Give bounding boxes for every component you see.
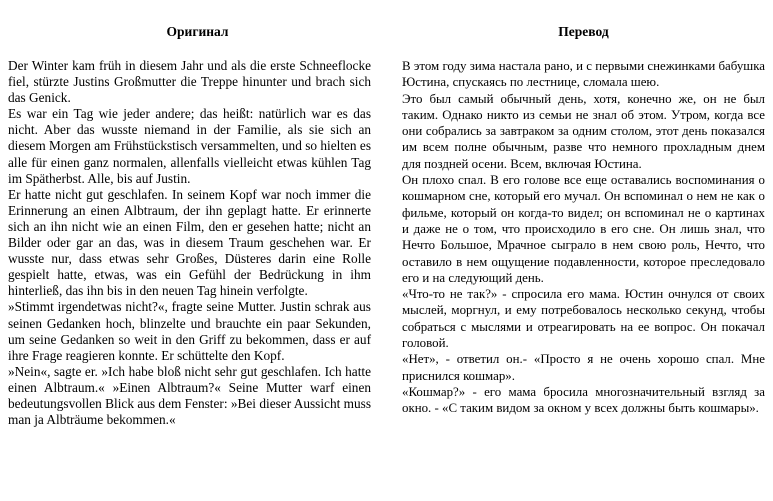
translation-paragraph: «Нет», - ответил он.- «Просто я не очень хорошо спал. Мне приснился кошмар». <box>402 352 765 383</box>
original-paragraph: »Nein«, sagte er. »Ich habe bloß nicht sehr gut geschlafen. Ich hatte einen Albtraum.« »Einen Albtraum?« Seine Mutter warf einen bedeutungsvollen Blick aus dem Fenster: »Bei dieser Aussicht muss man ja Albträume bekommen.« <box>8 363 371 428</box>
original-column <box>8 0 371 428</box>
translation-paragraph: Он плохо спал. В его голове все еще оставались воспоминания о кошмарном сне, который его мучал. Он вспоминал о нем не как о фильме, который он когда-то видел; он вспоминал не о картинах и даже не о том, что происходило в его сне. Он лишь знал, что Нечто Большое, Мрачное сыграло в нем свою роль, Нечто, что оставило в нем ощущение подавленности, которое преследовало его и на следующий день. <box>402 173 765 285</box>
translation-title: Перевод <box>558 24 609 39</box>
translation-paragraph: Это был самый обычный день, хотя, конечно же, он не был таким. Однако никто из семьи не знал об этом. Утром, когда все они собрались за завтраком за одним столом, этот день показался им всем полне обычным, разве что немного прохладным днем для поздней осени. Всем, включая Юстина. <box>402 91 765 171</box>
original-title: Oригинал <box>166 24 229 39</box>
original-paragraph: »Stimmt irgendetwas nicht?«, fragte seine Mutter. Justin schrak aus seinen Gedanken hoch, blinzelte und brauchte ein paar Sekunden, um seine Gedanken so weit in den Griff zu bekommen, dass er auf ihre Frage reagieren konnte. Er schüttelte den Kopf. <box>8 299 371 363</box>
translation-paragraph: В этом году зима настала рано, и с первыми снежинками бабушка Юстина, спускаясь по лестнице, сломала шею. <box>402 59 765 90</box>
translation-paragraph: «Кошмар?» - его мама бросила многозначительный взгляд за окно. - «С таким видом за окном у всех должны быть кошмары». <box>402 384 765 416</box>
translation-column <box>402 0 765 417</box>
original-paragraph: Er hatte nicht gut geschlafen. In seinem Kopf war noch immer die Erinnerung an einen Albtraum, der ihn geplagt hatte. Er erinnerte sich an ihn nicht wie an einen Film, den er gesehen hatte; nicht an Bilder oder gar an das, was in diesem Traum geschehen war. Er wusste nur, dass etwas sehr Großes, Düsteres darin eine Rolle gespielt hatte, etwas, was ein Gefühl der Bedrückung in ihm hinterließ, das ihn bis in den neuen Tag hinein verfolgte. <box>8 186 371 299</box>
original-paragraph: Es war ein Tag wie jeder andere; das heißt: natürlich war es das nicht. Aber das wusste niemand in der Familie, als sie sich an diesem Morgen am Frühstückstisch versammelten, und so hielten es alle für einen ganz normalen, allenfalls vielleicht etwas kühlen Tag im Spätherbst. Alle, bis auf Justin. <box>8 106 371 186</box>
original-paragraph: Der Winter kam früh in diesem Jahr und als die erste Schneeflocke fiel, stürzte Justins Großmutter die Treppe hinunter und brach sich das Genick. <box>8 58 371 106</box>
translation-paragraph: «Что-то не так?» - спросила его мама. Юстин очнулся от своих мыслей, моргнул, и ему потребовалось несколько секунд, чтобы собраться с мыслями и отреагировать на ее вопрос. Он покачал головой. <box>402 287 765 351</box>
